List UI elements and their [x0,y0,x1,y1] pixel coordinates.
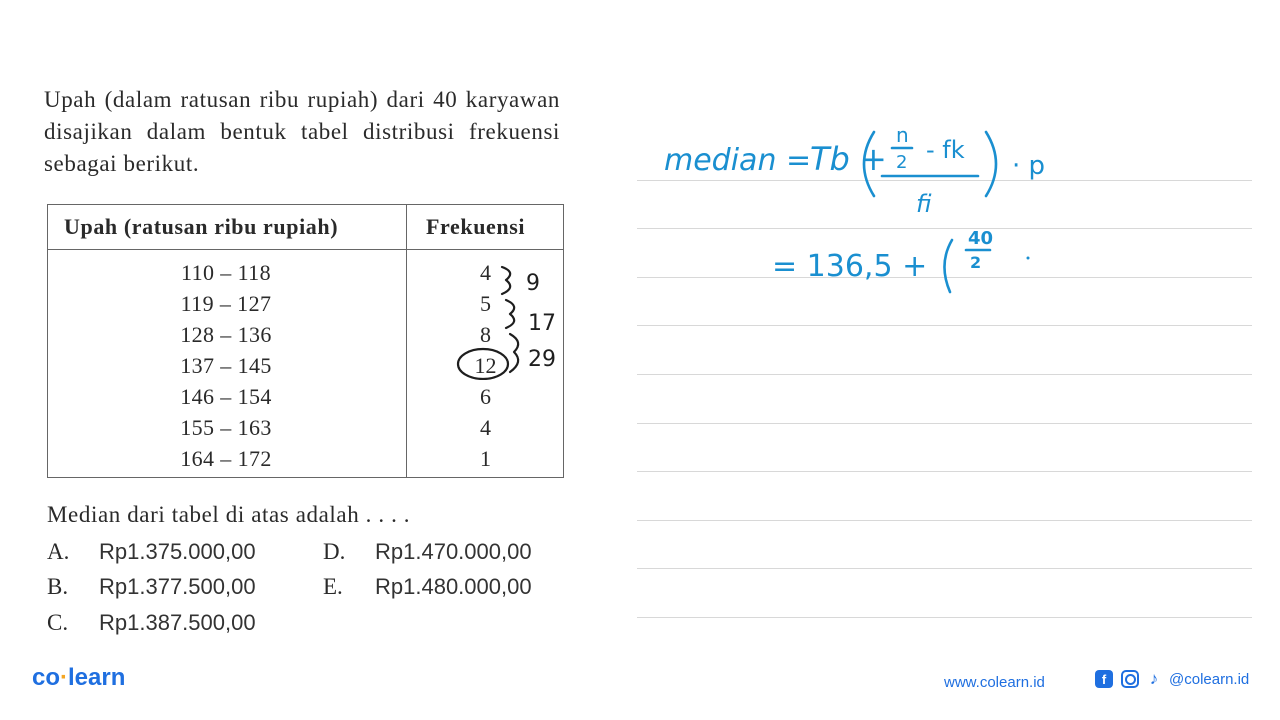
brace-icon [506,300,514,328]
facebook-icon[interactable]: f [1095,670,1113,688]
ruled-line [637,471,1252,472]
freq-cell: 8 [480,322,491,347]
range-cell: 164 – 172 [180,446,272,471]
range-cell: 128 – 136 [180,322,272,347]
freq-cell: 5 [480,291,491,316]
option-value: Rp1.480.000,00 [375,574,532,599]
option-c[interactable] [47,606,256,640]
freq-cell: 4 [480,260,491,285]
logo-part-learn: learn [68,664,126,691]
option-d[interactable] [323,535,532,569]
paren-right-icon [986,132,996,196]
question-text: Median dari tabel di atas adalah . . . . [47,502,411,527]
paren-left-icon [944,240,952,292]
median-class-circle [458,349,508,379]
tiktok-icon[interactable]: ♪ [1149,669,1159,688]
brace-icon [502,267,510,294]
logo-part-co: co [32,664,61,691]
ruled-line [637,374,1252,375]
table-annotations [440,250,580,380]
range-cell: 155 – 163 [180,415,272,440]
step-value: = 136,5 + [772,249,928,284]
option-b[interactable] [47,570,256,604]
freq-cell: 6 [480,384,491,409]
option-e[interactable] [323,570,532,604]
formula-fk: - fk [926,136,965,164]
ruled-line [637,423,1252,424]
option-letter: B. [47,574,69,599]
ruled-line [637,617,1252,618]
header-upah: Upah (ratusan ribu rupiah) [64,214,339,239]
formula-fi: fi [916,190,932,218]
option-letter: A. [47,539,70,564]
option-letter: E. [323,574,343,599]
table-row [48,443,563,474]
formula-n: n [896,123,909,147]
freq-cell: 1 [480,446,491,471]
option-value: Rp1.377.500,00 [99,574,256,599]
formula-p: · p [1012,151,1046,181]
formula-label: median = [664,143,812,178]
range-cell: 119 – 127 [180,291,272,316]
step-num: 40 [968,228,994,249]
cumulative-9: 9 [526,271,540,296]
range-cell: 137 – 145 [180,353,272,378]
pen-dot [1027,257,1030,260]
problem-text: Upah (dalam ratusan ribu rupiah) dari 40 karyawan disajikan dalam bentuk tabel distribusi frekuensi sebagai berikut. [44,87,560,176]
logo-dot: · [60,664,69,691]
option-a[interactable] [47,535,256,569]
freq-cell: 4 [480,415,491,440]
range-cell: 110 – 118 [181,260,271,285]
freq-cell: 12 [474,353,497,378]
cumulative-29: 29 [528,347,556,372]
table-row [48,412,563,443]
colearn-logo [32,664,125,692]
social-links [1095,670,1249,688]
formula-2: 2 [896,152,908,173]
header-frekuensi: Frekuensi [426,214,526,239]
handwritten-formula [660,112,1080,302]
brace-icon [510,334,518,372]
website-link[interactable]: www.colearn.id [944,674,1045,691]
formula-tb: Tb + [810,140,887,178]
ruled-line [637,325,1252,326]
ruled-line [637,520,1252,521]
cumulative-17: 17 [528,311,556,336]
option-value: Rp1.387.500,00 [99,610,256,635]
option-letter: D. [323,539,346,564]
option-letter: C. [47,610,69,635]
table-row [48,381,563,412]
step-den: 2 [970,253,982,272]
range-cell: 146 – 154 [180,384,272,409]
option-value: Rp1.375.000,00 [99,539,256,564]
instagram-icon[interactable] [1121,670,1139,688]
ruled-line [637,568,1252,569]
option-value: Rp1.470.000,00 [375,539,532,564]
social-handle[interactable]: @colearn.id [1169,670,1250,688]
